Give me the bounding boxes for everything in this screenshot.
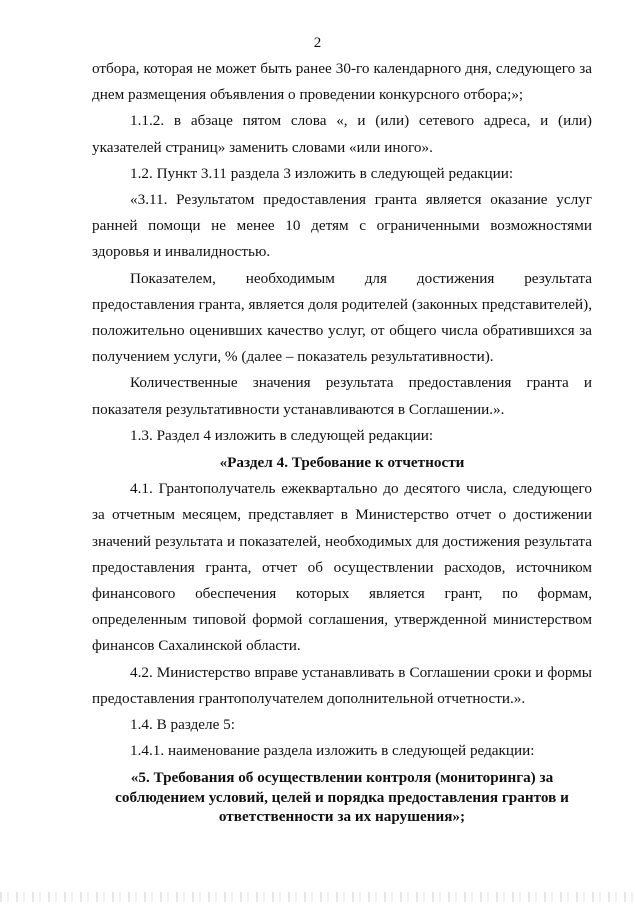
- scan-noise-strip: [0, 892, 635, 902]
- section-4-heading: «Раздел 4. Требование к отчетности: [219, 454, 465, 472]
- paragraph-4-2: 4.2. Министерство вправе устанавливать в Соглашении сроки и формы предоставления грантополучателем дополнительной отчетности.».: [92, 663, 592, 707]
- section-5-heading: «5. Требования об осуществлении контроля (мониторинга) за соблюдением условий, целей и порядка предоставления грантов и ответственности за их нарушения»;: [115, 769, 569, 826]
- paragraph-1-1-2: 1.1.2. в абзаце пятом слова «, и (или) сетевого адреса, и (или) указателей страниц» заменить словами «или иного».: [92, 112, 592, 156]
- paragraph-indicator: Показателем, необходимым для достижения результата предоставления гранта, является доля родителей (законных представителей), положительно оценивших качество услуг, от общего числа обратившихся за получением услуги, % (далее – показатель результативности).: [92, 269, 592, 366]
- paragraph-1-2: 1.2. Пункт 3.11 раздела 3 изложить в следующей редакции:: [130, 164, 514, 182]
- paragraph-3-11: «3.11. Результатом предоставления гранта является оказание услуг ранней помощи не менее 10 детям с ограниченными возможностями здоровья и инвалидностью.: [92, 191, 592, 261]
- paragraph-continuation: отбора, которая не может быть ранее 30-го календарного дня, следующего за днем размещения объявления о проведении конкурсного отбора;»;: [92, 60, 592, 104]
- page-number: 2: [313, 35, 322, 51]
- paragraph-4-1: 4.1. Грантополучатель ежеквартально до десятого числа, следующего за отчетным месяцем, представляет в Министерство отчет о достижении значений результата и показателей, необходимых для достижения результата предоставления гранта, отчет об осуществлении расходов, источником финансового обеспечения которых является грант, по формам, определенным типовой формой соглашения, утвержденной министерством финансов Сахалинской области.: [92, 480, 592, 655]
- paragraph-1-3: 1.3. Раздел 4 изложить в следующей редакции:: [130, 426, 434, 444]
- paragraph-quantitative-values: Количественные значения результата предоставления гранта и показателя результативности устанавливаются в Соглашении.».: [92, 374, 592, 418]
- paragraph-1-4: 1.4. В разделе 5:: [130, 716, 235, 734]
- paragraph-1-4-1: 1.4.1. наименование раздела изложить в следующей редакции:: [130, 742, 535, 760]
- document-body: [92, 56, 592, 827]
